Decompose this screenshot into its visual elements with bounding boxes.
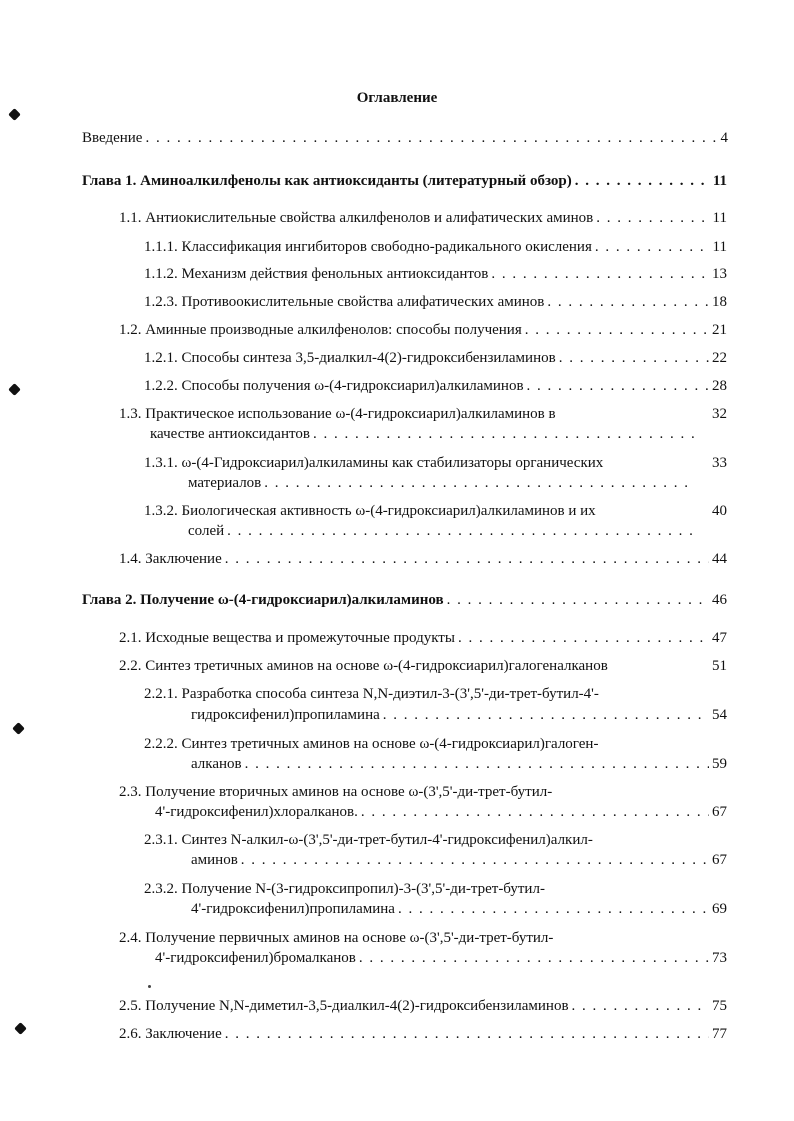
toc-entry-text: 1.1.2. Механизм действия фенольных антиоксидантов [144,266,489,282]
toc-entry-2-3-2-line2[interactable] [191,900,727,918]
toc-entry-chapter-1[interactable] [82,172,727,190]
scan-speck [148,985,151,988]
toc-entry-page: 51 [712,658,727,674]
toc-entry-2-4-line1[interactable]: 2.4. Получение первичных аминов на основе ω-(3',5'-ди-трет-бутил- [119,930,554,946]
toc-entry-1-1-2[interactable] [144,265,727,283]
toc-entry-page: 47 [712,630,727,646]
toc-entry-page: 18 [712,294,727,310]
binding-hole-mark [8,108,21,121]
toc-entry-text: Глава 2. Получение ω-(4-гидроксиарил)алкиламинов [82,592,444,608]
toc-entry-text: 1.1.1. Классификация ингибиторов свободно-радикального окисления [144,239,592,255]
toc-entry-text: 1.2.2. Способы получения ω-(4-гидроксиарил)алкиламинов [144,378,524,394]
toc-entry-2-2-1-line1[interactable]: 2.2.1. Разработка способа синтеза N,N-диэтил-3-(3',5'-ди-трет-бутил-4'- [144,686,599,702]
toc-entry-2-3-line2[interactable] [155,803,727,821]
toc-entry-1-3-1-line2[interactable] [188,474,693,492]
toc-entry-2-3-1-line2[interactable] [191,851,727,869]
toc-entry-1-3-line2[interactable] [150,425,698,443]
toc-entry-page: 33 [712,455,727,471]
toc-entry-page: 54 [712,707,727,723]
page-title: Оглавление [356,90,438,106]
toc-entry-1-2[interactable] [119,321,727,339]
toc-entry-page: 11 [712,173,727,189]
toc-entry-page: 44 [712,551,727,567]
toc-entry-text: 2.5. Получение N,N-диметил-3,5-диалкил-4(2)-гидроксибензиламинов [119,998,569,1014]
toc-entry-2-5[interactable] [119,997,727,1015]
toc-entry-2-3-line1[interactable]: 2.3. Получение вторичных аминов на основе ω-(3',5'-ди-трет-бутил- [119,784,553,800]
toc-entry-1-1-1[interactable] [144,238,727,256]
toc-entry-2-2-2-line1[interactable]: 2.2.2. Синтез третичных аминов на основе ω-(4-гидроксиарил)галоген- [144,736,599,752]
toc-entry-page: 40 [712,503,727,519]
toc-entry-text: 1.1. Антиокислительные свойства алкилфенолов и алифатических аминов [119,210,594,226]
toc-entry-page: 75 [712,998,727,1014]
toc-entry-1-4[interactable] [119,550,727,568]
toc-entry-2-2-1-line2[interactable] [191,706,727,724]
toc-entry-1-1[interactable] [119,209,727,227]
toc-entry-page: 4 [720,130,728,146]
toc-entry-text: 2.6. Заключение [119,1026,222,1042]
toc-entry-intro[interactable] [82,129,728,147]
toc-entry-page: 21 [712,322,727,338]
toc-entry-text: 1.4. Заключение [119,551,222,567]
toc-entry-page: 11 [712,210,727,226]
toc-entry-page: 77 [712,1026,727,1042]
toc-entry-2-6[interactable] [119,1025,727,1043]
toc-entry-text: 4'-гидроксифенил)пропиламина [191,901,395,917]
toc-entry-2-2-2-line2[interactable] [191,755,727,773]
toc-entry-page: 67 [712,804,727,820]
binding-hole-mark [14,1022,27,1035]
toc-entry-text: 1.2. Аминные производные алкилфенолов: способы получения [119,322,522,338]
toc-entry-1-2-1[interactable] [144,349,727,367]
toc-entry-page: 13 [712,266,727,282]
binding-hole-mark [8,383,21,396]
toc-entry-2-3-1-line1[interactable]: 2.3.1. Синтез N-алкил-ω-(3',5'-ди-трет-бутил-4'-гидроксифенил)алкил- [144,832,593,848]
toc-entry-text: 1.2.3. Противоокислительные свойства алифатических аминов [144,294,545,310]
toc-entry-page: 69 [712,901,727,917]
toc-entry-page: 46 [712,592,727,608]
toc-entry-text: Глава 1. Аминоалкилфенолы как антиоксиданты (литературный обзор) [82,173,572,189]
toc-entry-text: 1.2.1. Способы синтеза 3,5-диалкил-4(2)-гидроксибензиламинов [144,350,556,366]
toc-entry-text: Введение [82,130,143,146]
toc-entry-2-1[interactable] [119,629,727,647]
toc-entry-text: 2.1. Исходные вещества и промежуточные продукты [119,630,455,646]
toc-entry-text: аминов [191,852,238,868]
toc-entry-text: материалов [188,475,262,491]
toc-entry-text: гидроксифенил)пропиламина [191,707,380,723]
binding-hole-mark [12,722,25,735]
toc-entry-page: 59 [712,756,727,772]
toc-entry-1-3-2-line2[interactable] [188,522,698,540]
toc-entry-text: 4'-гидроксифенил)бромалканов [155,950,356,966]
toc-entry-text: алканов [191,756,242,772]
toc-entry-2-4-line2[interactable] [155,949,727,967]
toc-entry-1-3-line1[interactable]: 1.3. Практическое использование ω-(4-гидроксиарил)алкиламинов в [119,406,556,422]
toc-entry-page: 67 [712,852,727,868]
toc-entry-text: солей [188,523,225,539]
toc-entry-page: 32 [712,406,727,422]
toc-entry-page: 22 [712,350,727,366]
toc-entry-chapter-2[interactable] [82,591,727,609]
toc-entry-page: 73 [712,950,727,966]
toc-entry-2-2[interactable]: 2.2. Синтез третичных аминов на основе ω-(4-гидроксиарил)галогеналканов [119,658,608,674]
toc-entry-1-3-1-line1[interactable]: 1.3.1. ω-(4-Гидроксиарил)алкиламины как стабилизаторы органических [144,455,604,471]
toc-entry-1-3-2-line1[interactable]: 1.3.2. Биологическая активность ω-(4-гидроксиарил)алкиламинов и их [144,503,596,519]
toc-entry-1-2-2[interactable] [144,377,727,395]
toc-entry-1-2-3[interactable] [144,293,727,311]
toc-entry-page: 28 [712,378,727,394]
toc-entry-page: 11 [712,239,727,255]
toc-entry-text: 4'-гидроксифенил)хлоралканов. [155,804,358,820]
toc-entry-text: качестве антиоксидантов [150,426,310,442]
toc-entry-2-3-2-line1[interactable]: 2.3.2. Получение N-(3-гидроксипропил)-3-(3',5'-ди-трет-бутил- [144,881,545,897]
